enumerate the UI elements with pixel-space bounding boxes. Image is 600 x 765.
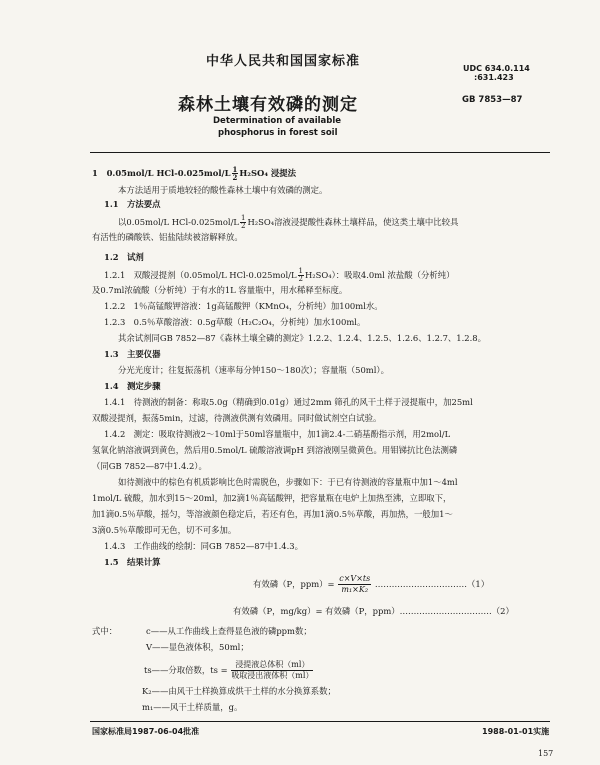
fraction-half: $\frac{1}{2}$ [298, 267, 303, 283]
text-1-2-1: 1.2.1 双酸浸提剂（0.05mol/L HCl-0.025mol/L $\frac{1}{2}$ H₂SO₄）：吸取4.0ml 浓盐酸（分析纯） [104, 267, 455, 283]
text-1-1-line1: 以0.05mol/L HCl-0.025mol/L $\frac{1}{2}$ H₂SO₄溶液浸提酸性森林土壤样品，使这类土壤中比较具 [118, 214, 459, 230]
text-1-1-line2: 有活性的磷酸铁、铝盐陆续被溶解释放。 [92, 232, 243, 242]
text-1-3: 分光光度计；往复振荡机（速率每分钟150～180次）；容量瓶（50ml）。 [118, 365, 389, 375]
fraction-half: $\frac{1}{2}$ [232, 165, 238, 182]
page-number: 157 [538, 749, 554, 758]
page-title: 森林土壤有效磷的测定 [178, 95, 358, 115]
gb-number: GB 7853—87 [462, 95, 523, 105]
text-1-4-2a: 1.4.2 测定：吸取待测液2～10ml于50ml容量瓶中，加1滴2.4-二硝基酚指示剂，用2mol/L [104, 429, 451, 439]
text-1-2-2: 1.2.2 1％高锰酸钾溶液：1g高锰酸钾（KMnO₄，分析纯）加100ml水。 [104, 301, 383, 311]
equation-1: 有效磷（P，ppm）= $\frac{c\times V\times ts}{\text{m₁×K₂}}$ ……………………………（1） [253, 574, 490, 594]
section-heading [92, 166, 296, 181]
section-heading-a: 0.05mol/L HCl-0.025mol/L [106, 168, 231, 178]
text-1-4-1b: 双酸浸提剂，振荡5min，过滤，待测液供测有效磷用。同时做试剂空白试验。 [92, 413, 382, 423]
fraction-half: $\frac{1}{2}$ [240, 214, 246, 230]
heading-1-1: 1.1 方法要点 [104, 199, 161, 209]
var-K2: K₂——由风干土样换算成烘干土样的水分换算系数； [142, 686, 336, 696]
heading-1-5: 1.5 结果计算 [104, 557, 161, 567]
issuing-org: 中华人民共和国国家标准 [206, 54, 361, 69]
heading-1-2: 1.2 试剂 [104, 252, 144, 262]
text-1-4-3: 1.4.3 工作曲线的绘制：同GB 7852—87中1.4.3。 [104, 541, 303, 551]
decolor-para-2: 1mol/L 硫酸，加水到15～20ml，加2滴1％高锰酸钾，把容量瓶在电炉上加热至沸，立即取下， [92, 493, 452, 503]
equation-2: 有效磷（P，mg/kg）= 有效磷（P，ppm）……………………………（2） [233, 606, 514, 616]
section-heading-b: H₂SO₄ 浸提法 [239, 168, 297, 178]
decolor-para-1: 如待测液中的棕色有机质影响比色时需脱色，步骤如下：于已有待测液的容量瓶中加1～4ml [118, 477, 458, 487]
footer-divider [90, 721, 550, 722]
english-title-line2: phosphorus in forest soil [218, 128, 338, 138]
where-label: 式中： [92, 626, 118, 636]
text-1-4-2b: 氢氧化钠溶液调到黄色，然后用0.5mol/L 硫酸溶液调pH 到溶液刚呈微黄色。用钼锑抗比色法测磷 [92, 445, 458, 455]
section-number: 1 [92, 168, 98, 178]
var-V: V——显色液体积，50ml； [146, 642, 249, 652]
decolor-para-4: 3滴0.5％草酸即可无色，切不可多加。 [92, 525, 237, 535]
approval-date: 国家标准局1987-06-04批准 [92, 727, 200, 736]
udc-code-1: UDC 634.0.114 [463, 64, 530, 73]
text-1-4-2c: （同GB 7852—87中1.4.2）。 [92, 461, 207, 471]
text-1-2-other: 其余试剂同GB 7852—87《森林土壤全磷的测定》1.2.2、1.2.4、1.2.5、1.2.6、1.2.7、1.2.8。 [118, 333, 486, 343]
effective-date: 1988-01-01实施 [482, 727, 550, 736]
text-1-2-3: 1.2.3 0.5％草酸溶液：0.5g草酸（H₂C₂O₄，分析纯）加水100ml。 [104, 317, 366, 327]
var-c: c——从工作曲线上查得显色液的磷ppm数； [146, 626, 312, 636]
header-divider [90, 152, 550, 153]
text-1-2-1-cont: 及0.7ml浓硫酸（分析纯）于有水的1L 容量瓶中，用水稀释至标度。 [92, 285, 348, 295]
english-title-line1: Determination of available [213, 116, 342, 126]
var-ts: ts——分取倍数，ts = $\frac{\text{浸提液总体积（ml）}}{\text{吸取浸出液体积（ml）}}$ [144, 660, 314, 680]
heading-1-4: 1.4 测定步骤 [104, 381, 161, 391]
section-intro: 本方法适用于质地较轻的酸性森林土壤中有效磷的测定。 [118, 185, 328, 195]
udc-code-2: :631.423 [474, 73, 514, 82]
text-1-4-1a: 1.4.1 待测液的制备：称取5.0g（精确到0.01g）通过2mm 筛孔的风干土样于浸提瓶中，加25ml [104, 397, 473, 407]
var-m1: m₁——风干土样质量，g。 [142, 702, 243, 712]
decolor-para-3: 加1滴0.5％草酸，摇匀，等溶液颜色稳定后，若还有色，再加1滴0.5％草酸，再加热，一般加1～ [92, 509, 453, 519]
heading-1-3: 1.3 主要仪器 [104, 349, 161, 359]
